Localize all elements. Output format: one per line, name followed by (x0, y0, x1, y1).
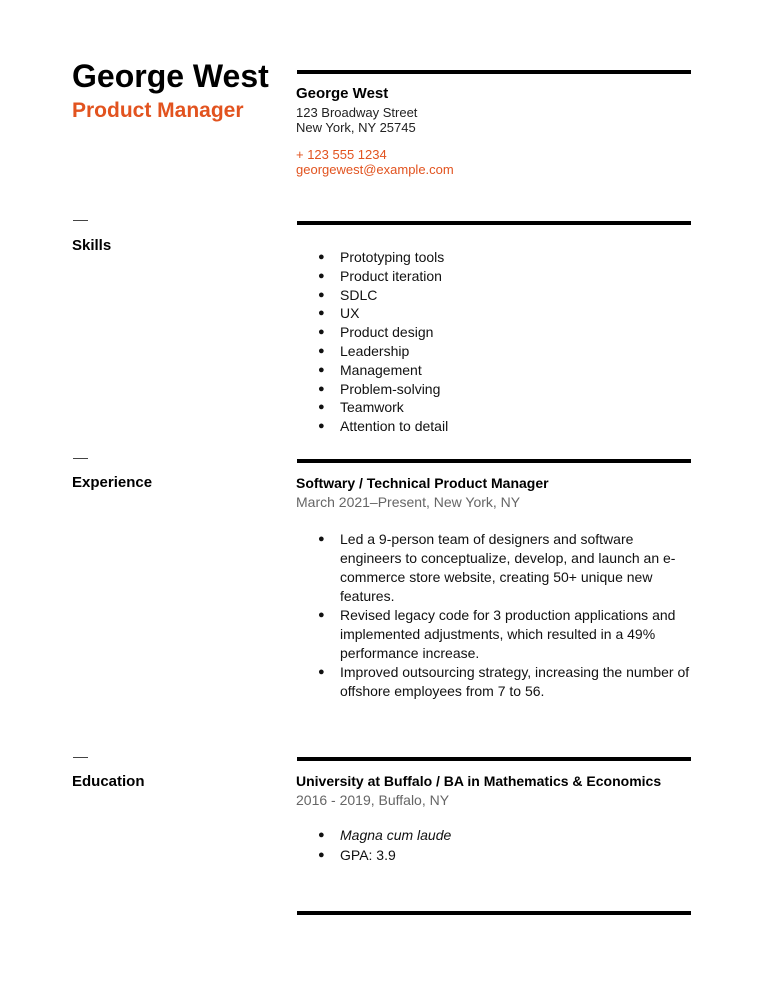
education-meta: 2016 - 2019, Buffalo, NY (296, 792, 450, 808)
experience-bullet: ● Led a 9-person team of designers and software engineers to conceptualize, develop, and launch an e-commerce store website, creating 50+ unique new features. (318, 530, 690, 606)
skill-item: ● Product iteration (318, 267, 698, 286)
experience-meta: March 2021–Present, New York, NY (296, 494, 521, 510)
section-label-skills: Skills (72, 237, 112, 254)
resume-name: George West (72, 58, 269, 94)
section-dash-skills (73, 220, 88, 221)
resume-job-title: Product Manager (72, 99, 244, 122)
skill-item: ● Product design (318, 323, 698, 342)
section-label-education: Education (72, 773, 145, 790)
experience-title: Softwary / Technical Product Manager (296, 475, 549, 491)
contact-name: George West (296, 85, 389, 102)
skill-item: ● Leadership (318, 342, 698, 361)
section-rule-contact (297, 70, 691, 74)
skill-item: ● Attention to detail (318, 417, 698, 436)
contact-email: georgewest@example.com (296, 162, 454, 177)
skills-list (318, 248, 698, 436)
section-rule-skills (297, 221, 691, 225)
contact-phone: + 123 555 1234 (296, 147, 387, 162)
contact-city: New York, NY 25745 (296, 120, 416, 135)
experience-bullets (318, 530, 690, 701)
education-bullet: ● Magna cum laude (318, 826, 698, 846)
section-rule-education (297, 757, 691, 761)
education-bullets (318, 826, 698, 865)
education-title: University at Buffalo / BA in Mathematics & Economics (296, 773, 662, 789)
section-dash-experience (73, 458, 88, 459)
section-dash-education (73, 757, 88, 758)
skill-item: ● Management (318, 361, 698, 380)
section-rule-experience (297, 459, 691, 463)
section-rule-footer (297, 911, 691, 915)
skill-item: ● UX (318, 304, 698, 323)
skill-item: ● Prototyping tools (318, 248, 698, 267)
education-bullet: ● GPA: 3.9 (318, 846, 698, 866)
skill-item: ● Problem-solving (318, 380, 698, 399)
experience-bullet: ● Revised legacy code for 3 production applications and implemented adjustments, which resulted in a 49% performance increase. (318, 606, 690, 663)
skill-item: ● SDLC (318, 286, 698, 305)
section-label-experience: Experience (72, 474, 153, 491)
contact-street: 123 Broadway Street (296, 105, 418, 120)
skill-item: ● Teamwork (318, 398, 698, 417)
experience-bullet: ● Improved outsourcing strategy, increasing the number of offshore employees from 7 to 56. (318, 663, 690, 701)
